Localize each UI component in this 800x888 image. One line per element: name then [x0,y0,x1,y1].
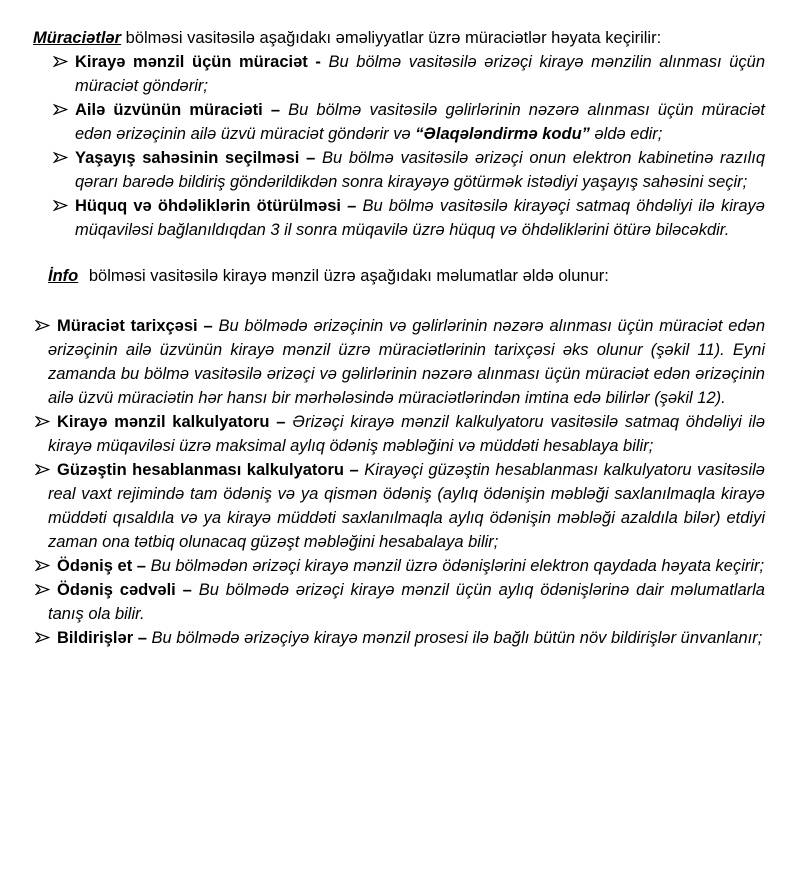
list-item [33,626,765,650]
section-title-applications: Müraciətlər [33,29,122,47]
list-item-desc: əldə edir; [594,125,663,143]
arrow-bullet-icon [35,583,51,597]
applications-list [33,50,765,242]
list-item-desc: Bu bölmə vasitəsilə ərizəçi kirayə mənzilin alınması üçün müraciət göndərir; [75,53,765,95]
intro-paragraph [33,26,765,50]
list-item-desc: Bu bölmə vasitəsilə ərizəçi onun elektron kabinetinə razılıq qərarı barədə bildiriş göndərildikdən sonra kirayəyə götürmək istədiyi yaşayış sahəsini seçir; [75,149,765,191]
info-heading [33,264,765,288]
list-item-dash: – [347,197,357,215]
arrow-bullet-icon [35,559,51,573]
intro-text: bölməsi vasitəsilə aşağıdakı əməliyyatlar üzrə müraciətlər həyata keçirilir: [125,29,662,47]
info-heading-text: bölməsi vasitəsilə kirayə mənzil üzrə aşağıdakı məlumatlar əldə olunur: [88,267,609,285]
list-item [33,578,765,626]
arrow-bullet-icon [35,415,51,429]
list-item-text [33,98,765,146]
list-item-text [33,626,765,650]
arrow-bullet-icon [53,151,69,165]
list-item-desc: Ərizəçi kirayə mənzil kalkulyatoru vasitəsilə satmaq öhdəliyi ilə kirayə müqaviləsi üzrə maksimal aylıq ödəniş məbləğini və müddəti hesablaya bilir; [48,413,766,455]
list-item-dash: – [270,101,280,119]
list-item-text [33,458,765,554]
list-item-term: Kirayə mənzil üçün müraciət [75,53,308,71]
list-item-term: Kirayə mənzil kalkulyatoru [57,413,270,431]
list-item-desc: Bu bölmədən ərizəçi kirayə mənzil üzrə ödənişlərini elektron qaydada həyata keçirir; [150,557,765,575]
list-item [33,554,765,578]
arrow-bullet-icon [53,55,69,69]
list-item-term: Ödəniş et [57,557,133,575]
list-item-dash: – [276,413,286,431]
info-list [33,314,765,650]
list-item [33,50,765,98]
list-item-text [33,410,765,458]
list-item-term: Yaşayış sahəsinin seçilməsi [75,149,300,167]
arrow-bullet-icon [35,319,51,333]
list-item-dash: – [136,557,146,575]
section-title-info: İnfo [48,267,79,285]
list-item-text [33,146,765,194]
list-item-text [33,554,765,578]
list-item-term: Müraciət tarixçəsi [57,317,198,335]
list-item-desc: Bu bölmədə ərizəçinin və gəlirlərinin nəzərə alınması üçün müraciət edən ərizəçinin ailə üzvünün kirayə mənzil üzrə müraciətlərinin tarixçəsi əks olunur (şəkil 11). Eyni zamanda bu bölmə vasitəsilə ərizəçi və gəlirlərinin nəzərə alınması üçün müraciət edən ərizəçinin ailə üzvü müraciətin hər hansı bir mərhələsində müraciətlərindən imtina edə bilirlər (şəkil 12). [48,317,766,407]
arrow-bullet-icon [35,463,51,477]
list-item-desc: Bu bölmədə ərizəçi kirayə mənzil üçün aylıq ödənişlərinə dair məlumatlarla tanış ola bilir. [48,581,765,623]
list-item-dash: – [203,317,213,335]
list-item [33,314,765,410]
list-item-text [33,50,765,98]
list-item-dash: – [306,149,316,167]
list-item-desc: Bu bölmədə ərizəçiyə kirayə mənzil prosesi ilə bağlı bütün növ bildirişlər ünvanlanır; [151,629,763,647]
list-item [33,410,765,458]
list-item-term: Ailə üzvünün müraciəti [75,101,263,119]
list-item-dash: – [137,629,147,647]
list-item-term: Hüquq və öhdəliklərin ötürülməsi [75,197,341,215]
list-item-desc: Bu bölmə vasitəsilə kirayəçi satmaq öhdəliyi ilə kirayə müqaviləsi bağlanıldıqdan 3 il sonra müqavilə üzrə hüquq və öhdəliklərini ötürə biləcəkdir. [75,197,765,239]
arrow-bullet-icon [53,103,69,117]
list-item-term: Bildirişlər [57,629,134,647]
list-item [33,146,765,194]
list-item-text [33,314,765,410]
list-item [33,194,765,242]
arrow-bullet-icon [53,199,69,213]
list-item-desc: Bu bölmə vasitəsilə gəlirlərinin nəzərə alınması üçün müraciət edən ərizəçinin ailə üzvü müraciət göndərir və [75,101,765,143]
list-item-dash: - [315,53,321,71]
list-item-highlight: “Əlaqələndirmə kodu” [415,125,590,143]
list-item-term: Ödəniş cədvəli [57,581,176,599]
list-item-text [33,578,765,626]
list-item [33,98,765,146]
list-item [33,458,765,554]
list-item-dash: – [182,581,192,599]
list-item-dash: – [349,461,359,479]
list-item-term: Güzəştin hesablanması kalkulyatoru [57,461,345,479]
arrow-bullet-icon [35,631,51,645]
list-item-desc: Kirayəçi güzəştin hesablanması kalkulyatoru vasitəsilə real vaxt rejimində tam ödəniş və ya qismən ödəniş (aylıq ödənişin məbləği saxlanılmaqla kirayə müddəti qısaldıla və ya kirayə müddəti saxlanılmaqla aylıq ödənişin məbləği azaldıla bilər) etdiyi zaman ona tətbiq olunacaq güzəşt məbləğini hesabalaya bilir; [48,461,765,551]
list-item-text [33,194,765,242]
